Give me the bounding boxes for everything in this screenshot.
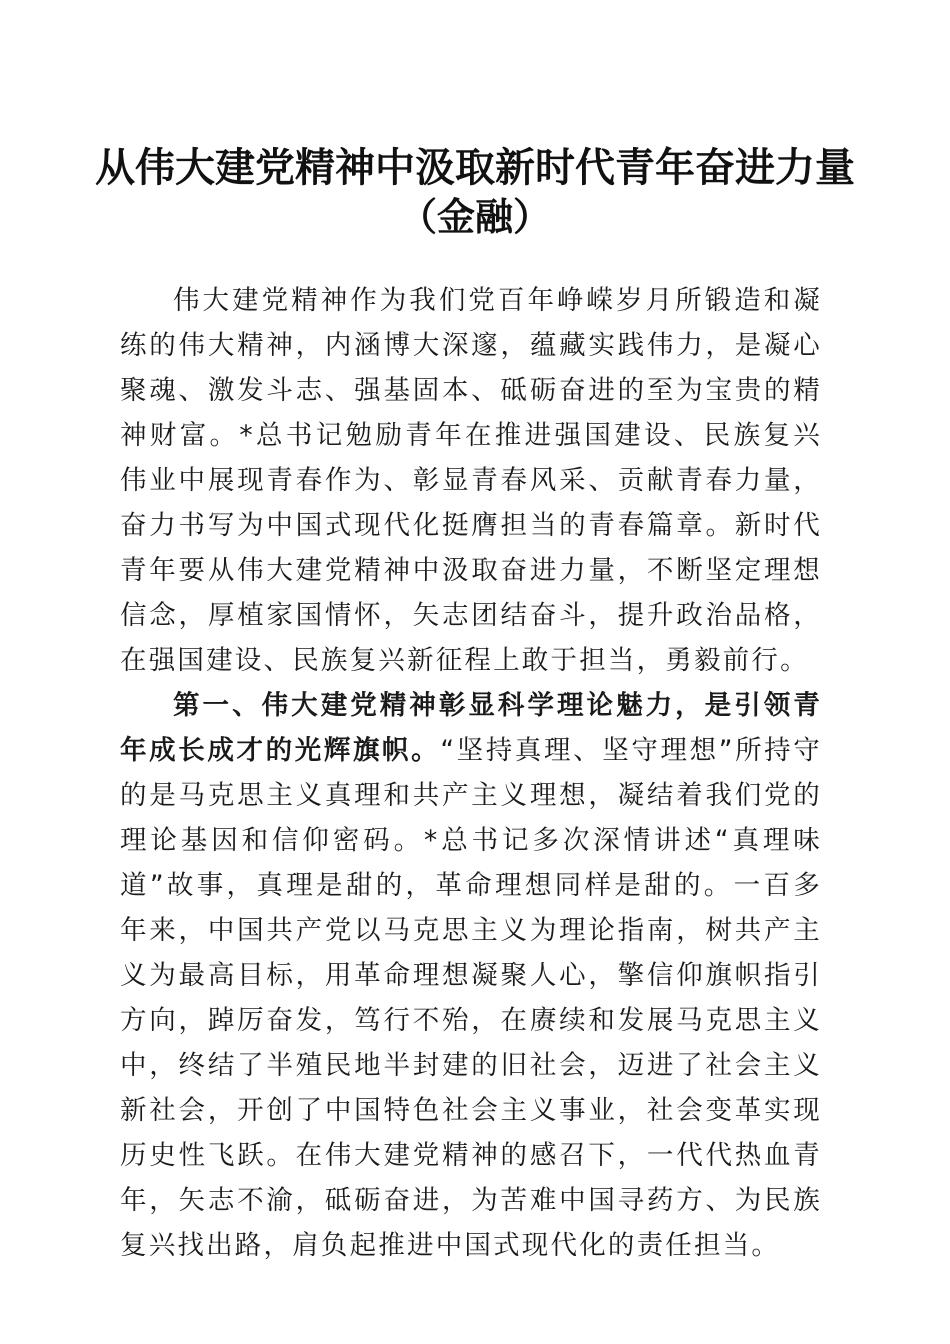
document-title: 从伟大建党精神中汲取新时代青年奋进力量 (95, 144, 855, 191)
paragraph-lead: 第一、伟大建党精神彰显科学理论魅力，是引领青年成长成才的光辉旗帜。 (120, 690, 822, 766)
paragraph-text: 伟大建党精神作为我们党百年峥嵘岁月所锻造和凝练的伟大精神，内涵博大深邃，蕴藏实践伟力，是凝心聚魂、激发斗志、强基固本、砥砺奋进的至为宝贵的精神财富。*总书记勉励青年在推进强国建设、民族复兴伟业中展现青春作为、彰显青春风采、贡献青春力量，奋力书写为中国式现代化挺膺担当的青春篇章。新时代青年要从伟大建党精神中汲取奋进力量，不断坚定理想信念，厚植家国情怀，矢志团结奋斗，提升政治品格，在强国建设、民族复兴新征程上敢于担当，勇毅前行。 (120, 285, 822, 676)
paragraph-text: “坚持真理、坚守理想”所持守的是马克思主义真理和共产主义理想，凝结着我们党的理论基因和信仰密码。*总书记多次深情讲述“真理味道”故事，真理是甜的，革命理想同样是甜的。一百多年来，中国共产党以马克思主义为理论指南，树共产主义为最高目标，用革命理想凝聚人心，擎信仰旗帜指引方向，踔厉奋发，笃行不殆，在赓续和发展马克思主义中，终结了半殖民地半封建的旧社会，迈进了社会主义新社会，开创了中国特色社会主义事业，社会变革实现历史性飞跃。在伟大建党精神的感召下，一代代热血青年，矢志不渝，砥砺奋进，为苦难中国寻药方、为民族复兴找出路，肩负起推进中国式现代化的责任担当。 (120, 735, 823, 1261)
paragraph-1 (120, 278, 822, 683)
document-body (120, 278, 822, 1268)
document-subtitle: （金融） (398, 194, 551, 239)
paragraph-2 (120, 683, 822, 1268)
